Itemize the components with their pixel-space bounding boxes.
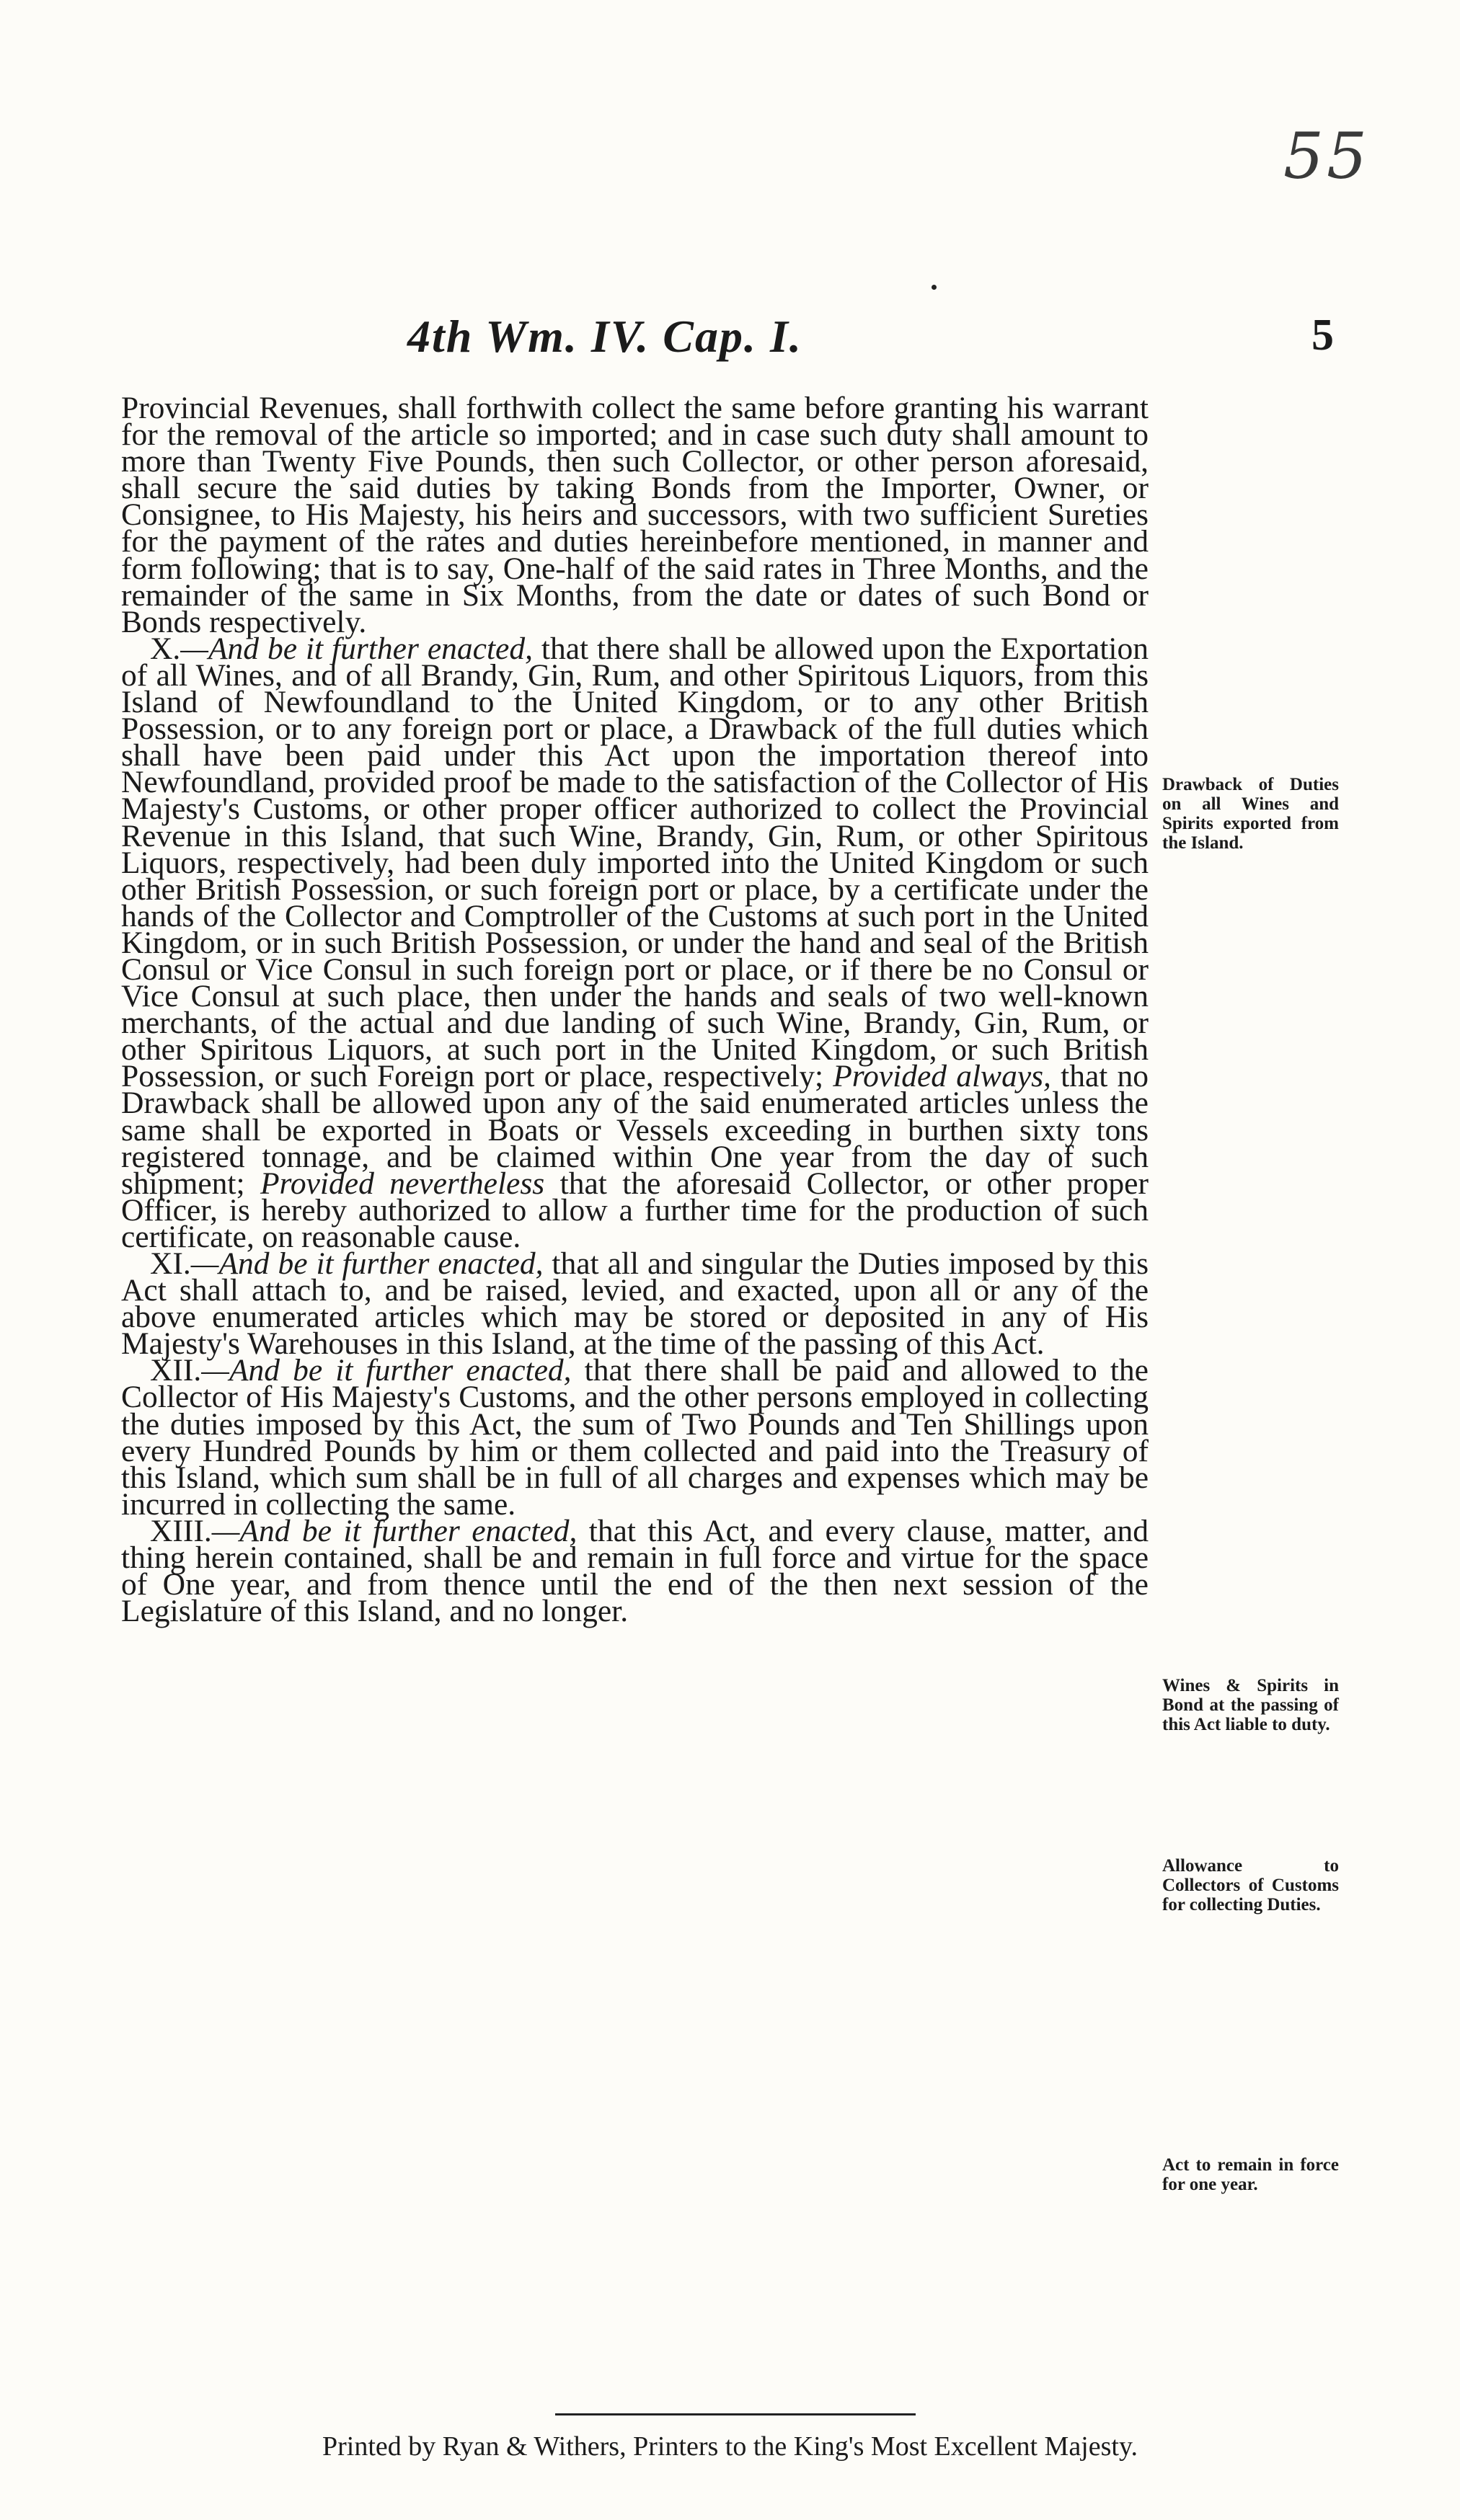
margin-note-bonded-wines: Wines & Spirits in Bond at the passing of this Act liable to duty. (1162, 1676, 1339, 1734)
enacting-clause: —And be it further enacted, (211, 1513, 578, 1548)
enacting-clause: —And be it further enacted, (201, 1353, 572, 1388)
ink-dot (932, 285, 937, 290)
printer-imprint: Printed by Ryan & Withers, Printers to the King's Most Excellent Majesty. (322, 2431, 1138, 2462)
enacting-clause: —And be it further enacted, (190, 1246, 544, 1281)
proviso: Provided always, (833, 1059, 1051, 1094)
section-text: that there shall be allowed upon the Exportation of all Wines, and of all Brandy, Gin, Rum, and other Spiritous Liquors, from this Island of Newfoundland to the United Kingdom, or to any other British Possession, or to any foreign port or place, a Drawback of the full duties which shall have been paid under this Act upon the importation thereof into Newfoundland, provided proof be made to the satisfaction of the Collector of His Majesty's Customs, or other proper officer authorized to collect the Provincial Revenue in this Island, that such Wine, Brandy, Gin, Rum, or other Spiritous Liquors, respectively, had been duly imported into the United Kingdom or such other British Possession, or such foreign port or place, by a certificate under the hands of the Collector and Comptroller of the Customs at such port in the United Kingdom, or in such British Possession, or under the hand and seal of the British Consul or Vice Consul in such foreign port or place, or if there be no Consul or Vice Consul at such place, then under the hands and seals of two well-known merchants, of the actual and due landing of such Wine, Brandy, Gin, Rum, or other Spiritous Liquors, at such port in the United Kingdom, or such British Possession, or such Foreign port or place, respectively; (121, 631, 1149, 1094)
section-11 (121, 1246, 1149, 1362)
margin-note-duration: Act to remain in force for one year. (1162, 2155, 1339, 2194)
section-13 (121, 1513, 1149, 1629)
page-header (123, 310, 1334, 382)
section-number: XII. (150, 1353, 202, 1388)
section-number: X. (150, 631, 181, 666)
proviso: Provided nevertheless (260, 1166, 545, 1201)
section-text: that no Drawback shall be allowed upon any of the said enumerated articles unless the same shall be exported in Boats or Vessels exceeding in burthen sixty tons registered tonnage, and be claimed within One year from the day of such shipment; (121, 1059, 1149, 1201)
section-10 (121, 631, 1149, 1254)
enacting-clause: —And be it further enacted, (180, 631, 533, 666)
section-text: that this Act, and every clause, matter, and thing herein contained, shall be and remain in full force and virtue for the space of One year, and from thence until the end of the then next session of the Legislature of this Island, and no longer. (121, 1513, 1149, 1629)
body-text (121, 391, 1149, 1629)
page-number: 5 (1311, 311, 1334, 360)
margin-note-collector-allowance: Allowance to Collectors of Customs for collecting Duties. (1162, 1856, 1339, 1915)
section-12 (121, 1353, 1149, 1522)
section-number: XIII. (150, 1513, 212, 1548)
footer-rule (555, 2413, 916, 2415)
section-text: that the aforesaid Collector, or other proper Officer, is hereby authorized to allow a further time for the production of such certificate, on reasonable cause. (121, 1166, 1149, 1254)
margin-note-drawback: Drawback of Duties on all Wines and Spirits exported from the Island. (1162, 775, 1339, 853)
running-title: 4th Wm. IV. Cap. I. (407, 311, 802, 362)
section-number: XI. (150, 1246, 191, 1281)
page-mark-handwritten: 55 (1283, 119, 1370, 193)
section-text: that all and singular the Duties imposed by this Act shall attach to, and be raised, levied, and exacted, upon all or any of the above enumerated articles which may be stored or deposited in any of His Majesty's Warehouses in this Island, at the time of the passing of this Act. (121, 1246, 1149, 1362)
section-text: that there shall be paid and allowed to the Collector of His Majesty's Customs, and the other persons employed in collecting the duties imposed by this Act, the sum of Two Pounds and Ten Shillings upon every Hundred Pounds by him or them collected and paid into the Treasury of this Island, which sum shall be in full of all charges and expenses which may be incurred in collecting the same. (121, 1353, 1149, 1522)
paragraph-continuation: Provincial Revenues, shall forthwith collect the same before granting his warrant for the removal of the article so imported; and in case such duty shall amount to more than Twenty Five Pounds, then such Collector, or other person aforesaid, shall secure the said duties by taking Bonds from the Importer, Owner, or Consignee, to His Majesty, his heirs and successors, with two sufficient Sureties for the payment of the rates and duties hereinbefore mentioned, in manner and form following; that is to say, One-half of the said rates in Three Months, and the remainder of the same in Six Months, from the date or dates of such Bond or Bonds respectively. (121, 391, 1149, 639)
